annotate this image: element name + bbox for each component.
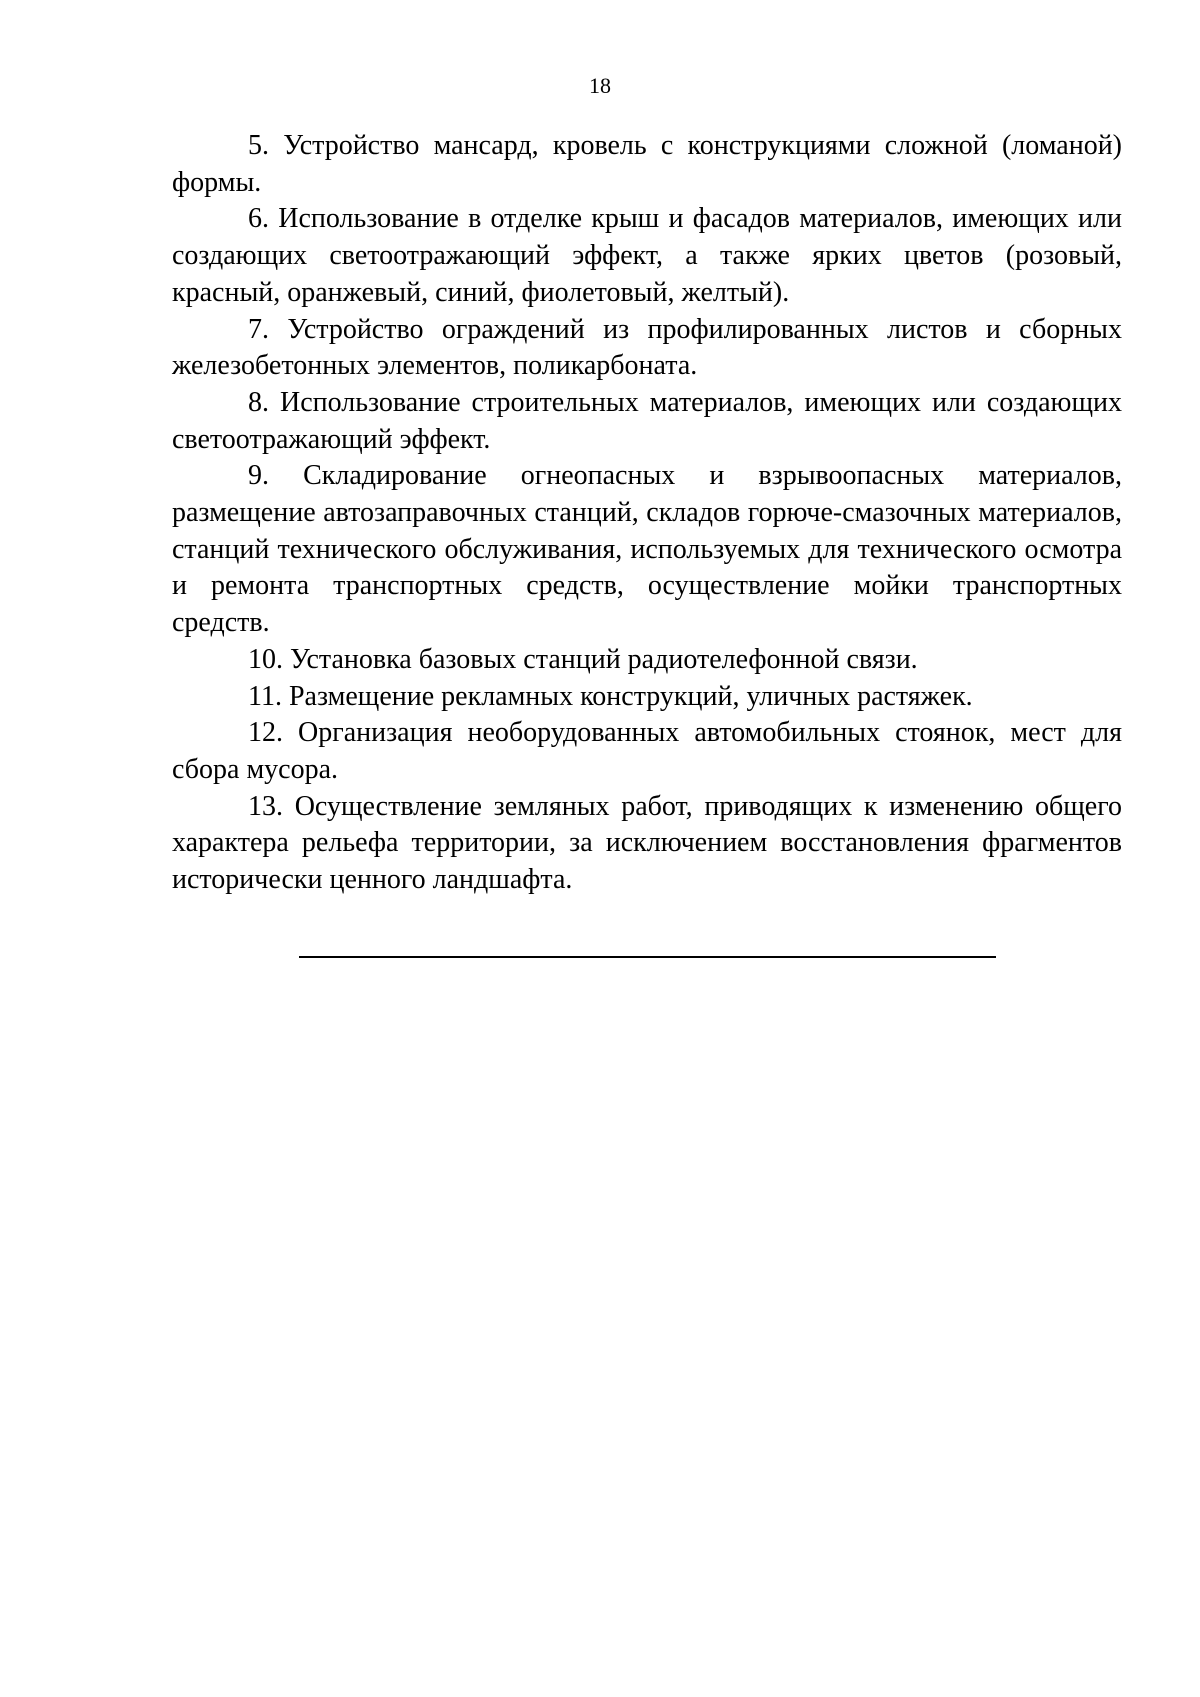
paragraph-item-13: 13. Осуществление земляных работ, приводящих к изменению общего характера рельефа территории, за исключением восстановления фрагментов исторически ценного ландшафта. xyxy=(172,790,1122,896)
paragraph-item-9: 9. Складирование огнеопасных и взрывоопасных материалов, размещение автозаправочных станций, складов горюче-смазочных материалов, станций технического обслуживания, используемых для технического осмотра и ремонта транспортных средств, осуществление мойки транспортных средств. xyxy=(172,460,1122,639)
paragraph-item-11: 11. Размещение рекламных конструкций, уличных растяжек. xyxy=(248,680,973,712)
paragraph-item-12: 12. Организация необорудованных автомобильных стоянок, мест для сбора мусора. xyxy=(172,717,1122,785)
paragraph-item-10: 10. Установка базовых станций радиотелефонной связи. xyxy=(248,643,918,675)
page-number: 18 xyxy=(589,73,611,98)
paragraph-item-6: 6. Использование в отделке крыш и фасадов материалов, имеющих или создающих светоотражающий эффект, а также ярких цветов (розовый, красный, оранжевый, синий, фиолетовый, желтый). xyxy=(172,203,1122,308)
paragraph-item-7: 7. Устройство ограждений из профилированных листов и сборных железобетонных элементов, поликарбоната. xyxy=(172,313,1122,382)
end-of-document-rule xyxy=(299,956,996,958)
document-body xyxy=(172,128,1122,899)
paragraph-item-5: 5. Устройство мансард, кровель с конструкциями сложной (ломаной) формы. xyxy=(172,130,1122,198)
paragraph-item-8: 8. Использование строительных материалов, имеющих или создающих светоотражающий эффект. xyxy=(172,386,1122,455)
